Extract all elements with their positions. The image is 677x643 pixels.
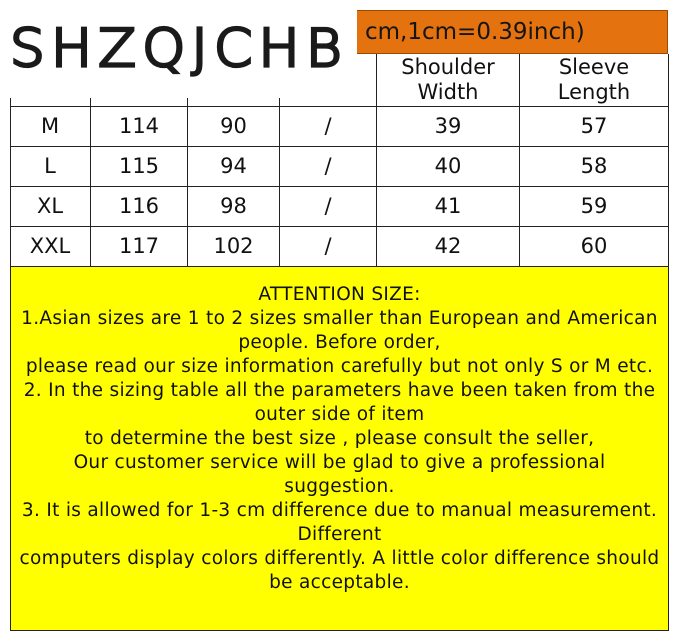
cell-value: 98 xyxy=(220,194,247,218)
header-line: Shoulder xyxy=(401,55,495,79)
notice-line: people. Before order, xyxy=(238,332,441,353)
notice-line: outer side of item xyxy=(254,404,425,425)
notice-line: Our customer service will be glad to give a professional xyxy=(73,452,606,473)
cell-value: 102 xyxy=(213,234,254,258)
attention-notice xyxy=(10,266,669,631)
header-line: Sleeve xyxy=(558,55,630,79)
col-line xyxy=(668,54,669,266)
cell-value: / xyxy=(324,114,332,138)
unit-note: cm,1cm=0.39inch) xyxy=(365,19,585,45)
notice-line: be acceptable. xyxy=(269,572,410,593)
header-line: Width xyxy=(417,80,479,104)
cell-value: 41 xyxy=(434,194,462,218)
header-line: Length xyxy=(557,80,631,104)
cell-size: XL xyxy=(36,194,64,218)
cell-value: 115 xyxy=(118,154,160,178)
header-shoulder-width xyxy=(377,54,519,106)
cell-size: XXL xyxy=(29,234,71,258)
cell-value: 39 xyxy=(434,114,462,138)
notice-line: 2. In the sizing table all the parameters have been taken from the xyxy=(23,380,656,401)
cell-value: 57 xyxy=(580,114,608,138)
logo-wordmark xyxy=(0,0,357,98)
cell-value: 90 xyxy=(220,114,247,138)
cell-value: 117 xyxy=(118,234,160,258)
logo-text: SHZQJCHB xyxy=(10,19,348,79)
notice-line: please read our size information carefully but not only S or M etc. xyxy=(25,356,654,377)
cell-value: / xyxy=(324,234,332,258)
header-sleeve-length xyxy=(520,54,668,106)
cell-value: 42 xyxy=(434,234,462,258)
brand-logo xyxy=(0,0,357,98)
cell-value: 94 xyxy=(220,154,247,178)
cell-size: M xyxy=(40,114,60,138)
cell-value: / xyxy=(324,194,332,218)
cell-value: 116 xyxy=(118,194,160,218)
notice-line: Different xyxy=(297,524,382,545)
cell-size: L xyxy=(44,154,56,178)
cell-value: 114 xyxy=(118,114,160,138)
notice-line: to determine the best size , please consult the seller, xyxy=(84,428,595,449)
notice-line: 1.Asian sizes are 1 to 2 sizes smaller than European and American xyxy=(21,308,658,329)
cell-value: 59 xyxy=(580,194,608,218)
notice-line: ATTENTION SIZE: xyxy=(258,284,421,305)
notice-line: suggestion. xyxy=(284,476,395,497)
notice-line: 3. It is allowed for 1-3 cm difference due to manual measurement. xyxy=(21,500,658,521)
unit-note-bar xyxy=(356,10,668,54)
cell-value: 60 xyxy=(580,234,608,258)
notice-line: computers display colors differently. A little color difference should xyxy=(19,548,660,569)
cell-value: 40 xyxy=(434,154,462,178)
cell-value: / xyxy=(324,154,332,178)
cell-value: 58 xyxy=(580,154,608,178)
